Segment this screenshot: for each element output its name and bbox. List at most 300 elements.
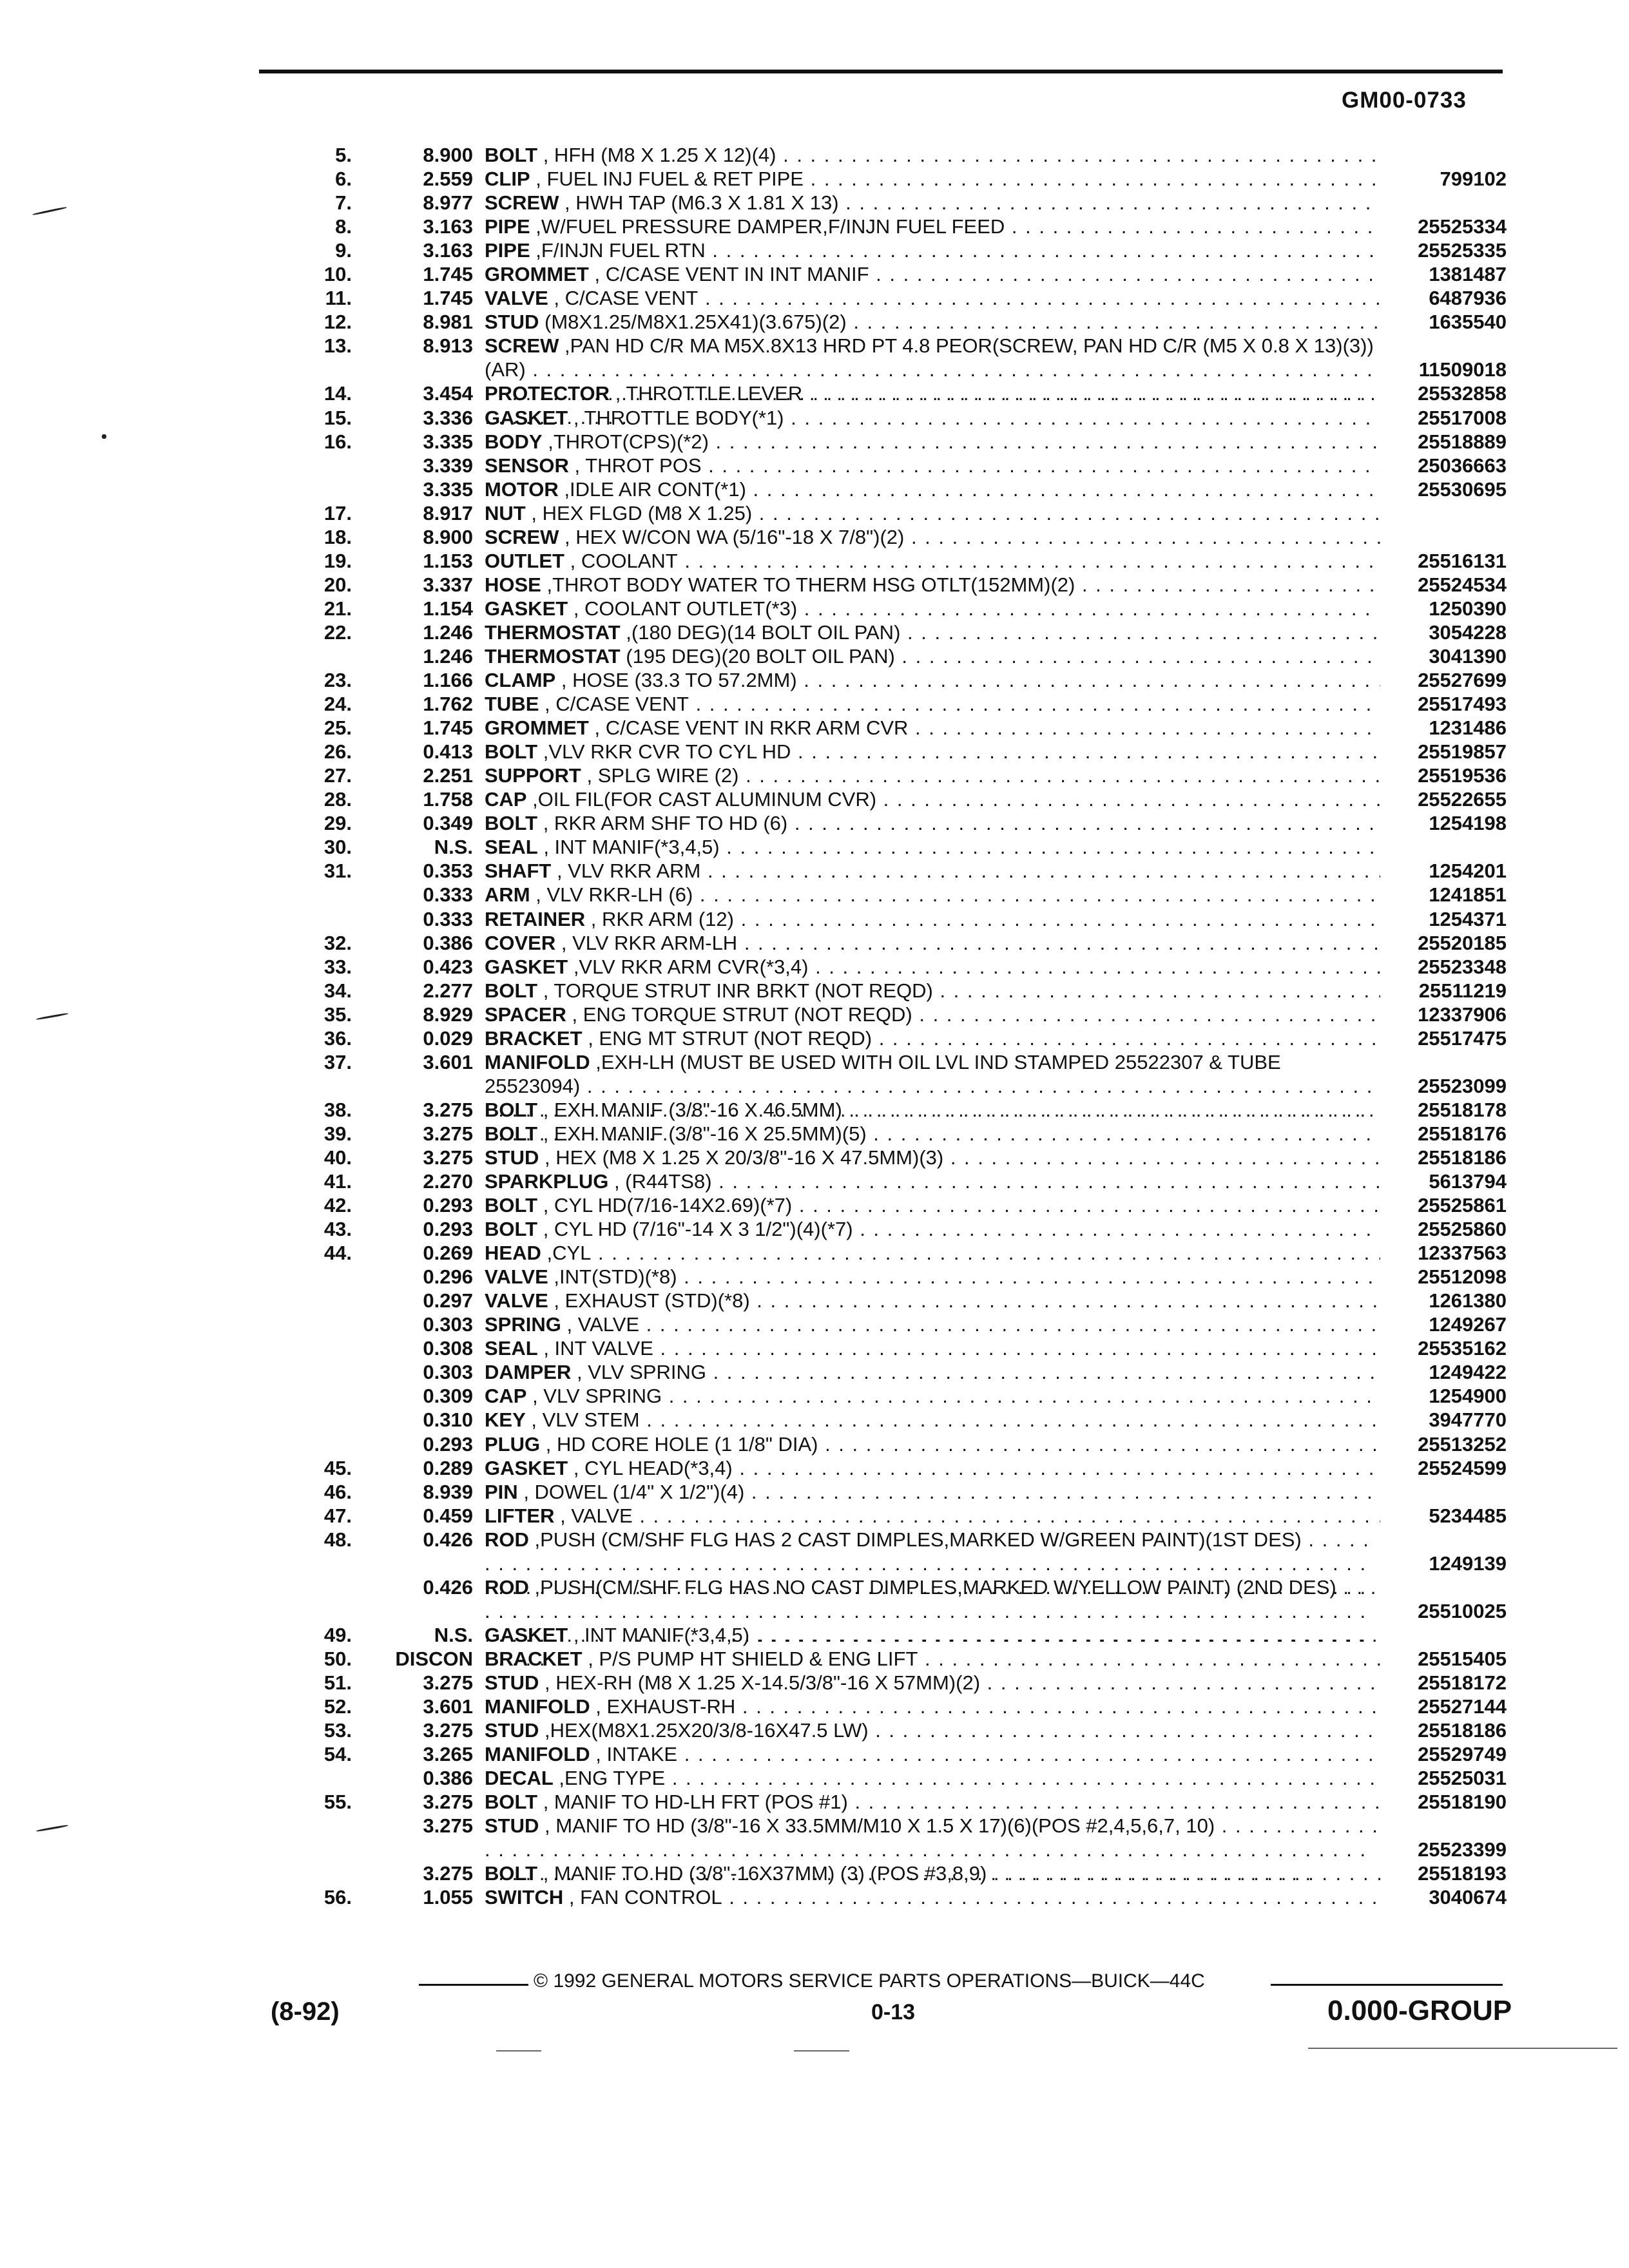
part-description <box>485 1360 1380 1384</box>
part-name: KEY <box>485 1408 526 1432</box>
item-number: 47. <box>323 1504 352 1527</box>
part-name: SEAL <box>485 1337 538 1360</box>
group-number: 0.413 <box>423 740 473 764</box>
part-detail: , HEX W/CON WA (5/16"-18 X 7/8")(2) . . . <box>564 526 1380 548</box>
part-name: BOLT <box>485 1791 538 1814</box>
part-description <box>485 406 1380 430</box>
item-number: 7. <box>335 191 352 215</box>
part-description <box>485 1790 1380 1814</box>
scan-mark <box>1308 2048 1617 2049</box>
part-detail: , THROTTLE LEVER . . . <box>615 382 1380 405</box>
part-name: MANIFOLD <box>485 1743 590 1766</box>
part-number: 25517493 <box>1418 693 1507 716</box>
part-description <box>485 454 1380 477</box>
part-number: 25517008 <box>1418 406 1507 429</box>
item-number: 17. <box>323 501 352 524</box>
part-number: 25529749 <box>1418 1743 1507 1766</box>
part-description <box>485 1312 1380 1336</box>
part-description <box>485 1169 1380 1193</box>
part-detail: , SPLG WIRE (2) . . . <box>586 764 1380 787</box>
part-description <box>485 549 1380 573</box>
group-number: 0.297 <box>423 1289 473 1312</box>
part-number: 25523399 <box>1418 1838 1507 1861</box>
item-number: 54. <box>323 1743 352 1766</box>
group-number: 3.275 <box>423 1791 473 1814</box>
part-number: 25524534 <box>1418 573 1507 596</box>
group-number: 1.246 <box>423 644 473 668</box>
group-number: 3.339 <box>423 454 473 477</box>
part-row <box>309 644 1521 668</box>
part-name: CAP <box>485 1385 527 1408</box>
part-detail: ,VLV RKR CVR TO CYL HD . . . <box>543 740 1380 763</box>
part-number: 25518172 <box>1418 1671 1507 1694</box>
part-number: 25525860 <box>1418 1218 1507 1241</box>
part-name: BRACKET <box>485 1026 583 1050</box>
part-name: OUTLET <box>485 549 564 572</box>
part-description <box>485 1623 1380 1647</box>
part-description <box>485 381 1380 405</box>
group-number: 3.601 <box>423 1050 473 1073</box>
part-description <box>485 1456 1380 1480</box>
group-number: 3.601 <box>423 1695 473 1718</box>
part-row <box>309 454 1521 477</box>
group-number: 0.310 <box>423 1408 473 1432</box>
group-number: N.S. <box>434 1623 473 1646</box>
item-number: 36. <box>323 1026 352 1050</box>
group-number: 3.275 <box>423 1098 473 1121</box>
part-detail: , TORQUE STRUT INR BRKT (NOT REQD) . . . <box>543 979 1380 1002</box>
part-number: 1254198 <box>1429 812 1507 835</box>
group-number: 1.745 <box>423 263 473 286</box>
part-number: 25519857 <box>1418 740 1507 764</box>
part-detail: , FAN CONTROL . . . <box>569 1886 1380 1908</box>
part-number: 25523099 <box>1418 1074 1507 1097</box>
part-description <box>485 1718 1380 1742</box>
group-number: 0.349 <box>423 812 473 835</box>
part-number: 25532858 <box>1418 382 1507 405</box>
part-description <box>485 1384 1380 1408</box>
part-row <box>309 1885 1521 1909</box>
part-row <box>309 1312 1521 1336</box>
group-number: 8.900 <box>423 525 473 548</box>
part-number: 25520185 <box>1418 931 1507 954</box>
part-detail: , HEX-RH (M8 X 1.25 X-14.5/3/8"-16 X 57MM)(2) . . . <box>545 1671 1380 1694</box>
part-row <box>309 692 1521 716</box>
item-number: 49. <box>323 1623 352 1646</box>
part-detail: , VLV STEM . . . <box>531 1408 1380 1431</box>
part-detail: , INTAKE . . . <box>595 1743 1380 1765</box>
part-description <box>485 1265 1380 1289</box>
part-name: SPRING <box>485 1313 561 1336</box>
group-number: 0.303 <box>423 1361 473 1384</box>
part-detail: , INT VALVE . . . <box>543 1337 1380 1360</box>
part-number: 1249139 <box>1429 1552 1507 1575</box>
item-number: 48. <box>323 1528 352 1551</box>
part-detail: ,VLV RKR ARM CVR(*3,4) . . . <box>574 956 1380 978</box>
part-detail: ,W/FUEL PRESSURE DAMPER,F/INJN FUEL FEED . . . <box>535 215 1380 238</box>
group-number: 1.758 <box>423 788 473 811</box>
part-detail: ,PUSH(CM/SHF FLG HAS NO CAST DIMPLES,MARKED W/YELLOW PAINT) (2ND DES) . . . <box>485 1576 1377 1670</box>
item-number: 43. <box>323 1218 352 1241</box>
item-number: 38. <box>323 1098 352 1121</box>
part-description <box>485 238 1380 262</box>
group-number: 3.336 <box>423 406 473 429</box>
part-number: 25518889 <box>1418 430 1507 453</box>
part-description <box>485 1193 1380 1217</box>
part-row <box>309 549 1521 573</box>
part-row <box>309 859 1521 883</box>
item-number: 51. <box>323 1671 352 1694</box>
part-row <box>309 979 1521 1003</box>
part-row <box>309 1528 1521 1575</box>
part-number: 25036663 <box>1418 454 1507 477</box>
item-number: 30. <box>323 836 352 859</box>
part-detail: ,F/INJN FUEL RTN . . . <box>535 239 1380 262</box>
part-row <box>309 1026 1521 1050</box>
part-row <box>309 787 1521 811</box>
part-detail: , HEX FLGD (M8 X 1.25) . . . <box>531 502 1380 524</box>
scan-mark <box>36 1825 68 1832</box>
part-row <box>309 1671 1521 1695</box>
group-number: 8.913 <box>423 334 473 358</box>
part-row <box>309 883 1521 907</box>
part-detail: , HFH (M8 X 1.25 X 12)(4) . . . <box>543 144 1380 166</box>
part-row <box>309 573 1521 597</box>
group-number: 3.275 <box>423 1862 473 1885</box>
part-description <box>485 811 1380 835</box>
part-detail: , C/CASE VENT IN RKR ARM CVR . . . <box>595 716 1381 739</box>
part-name: STUD <box>485 1146 539 1169</box>
part-row <box>309 620 1521 644</box>
group-number: 3.163 <box>423 215 473 238</box>
part-row <box>309 907 1521 931</box>
group-number: 1.055 <box>423 1886 473 1909</box>
part-name: ROD <box>485 1528 529 1551</box>
part-description <box>485 1289 1380 1312</box>
item-number: 5. <box>335 144 352 166</box>
group-number: 0.269 <box>423 1242 473 1265</box>
part-number: 25525334 <box>1418 215 1507 238</box>
part-number: 25525031 <box>1418 1767 1507 1790</box>
item-number: 8. <box>335 215 352 238</box>
item-number: 29. <box>323 812 352 835</box>
group-number: 3.275 <box>423 1814 473 1838</box>
part-row <box>309 525 1521 549</box>
part-name: SEAL <box>485 836 538 859</box>
part-row <box>309 430 1521 454</box>
part-row <box>309 286 1521 310</box>
item-number: 11. <box>325 287 352 310</box>
footer-rule-right <box>1271 1984 1503 1986</box>
part-description <box>485 644 1380 668</box>
part-number: 12337563 <box>1418 1242 1507 1265</box>
part-name: PIPE <box>485 215 530 238</box>
group-number: 0.296 <box>423 1265 473 1289</box>
part-detail: , C/CASE VENT IN INT MANIF . . . <box>595 263 1381 285</box>
part-number: 25522655 <box>1418 788 1507 811</box>
group-number: 3.275 <box>423 1671 473 1694</box>
part-description <box>485 1217 1380 1241</box>
part-description <box>485 1885 1380 1909</box>
part-description <box>485 979 1380 1003</box>
group-number: 8.939 <box>423 1480 473 1503</box>
part-detail: , VLV RKR ARM . . . <box>557 860 1380 882</box>
part-number: 25515405 <box>1418 1647 1507 1670</box>
part-detail: , HWH TAP (M6.3 X 1.81 X 13) . . . <box>564 191 1380 214</box>
item-number: 13. <box>323 334 352 358</box>
part-detail: (195 DEG)(20 BOLT OIL PAN) . . . <box>626 645 1380 668</box>
part-row <box>309 1289 1521 1312</box>
part-description <box>485 835 1380 859</box>
part-detail: ,INT(STD)(*8) . . . <box>554 1265 1380 1288</box>
part-detail: , INT MANIF(*3,4,5) . . . <box>574 1624 1380 1646</box>
part-name: PROTECTOR <box>485 382 610 405</box>
part-detail: , COOLANT . . . <box>570 550 1380 572</box>
group-number: 1.154 <box>423 597 473 620</box>
part-number: 25510025 <box>1418 1599 1507 1622</box>
part-number: 3054228 <box>1429 620 1507 644</box>
part-name: SPACER <box>485 1003 566 1026</box>
part-name: SCREW <box>485 191 559 215</box>
part-detail: , FUEL INJ FUEL & RET PIPE . . . <box>535 168 1380 190</box>
group-number: 0.426 <box>423 1575 473 1599</box>
part-detail: , MANIF TO HD (3/8"-16 X 33.5MM/M10 X 1.5 X 17)(6)(POS #2,4,5,6,7, 10) . . . <box>485 1814 1379 1885</box>
item-number: 34. <box>323 979 352 1002</box>
group-number: 0.386 <box>423 1767 473 1790</box>
part-name: BOLT <box>485 1122 538 1145</box>
part-name: TUBE <box>485 693 539 716</box>
part-name: GROMMET <box>485 716 589 740</box>
item-number: 55. <box>323 1791 352 1814</box>
part-row <box>309 1861 1521 1885</box>
part-number: 1231486 <box>1429 716 1507 740</box>
part-row <box>309 1050 1521 1098</box>
scan-mark <box>102 434 106 439</box>
part-description <box>485 1504 1380 1528</box>
part-row <box>309 1575 1521 1623</box>
part-row <box>309 1408 1521 1432</box>
part-number: 25519536 <box>1418 764 1507 787</box>
group-number: 0.423 <box>423 955 473 978</box>
group-number: 2.251 <box>423 764 473 787</box>
group-number: 0.293 <box>423 1194 473 1217</box>
part-description <box>485 525 1380 549</box>
part-description <box>485 1026 1380 1050</box>
group-number: 3.337 <box>423 573 473 596</box>
part-name: MANIFOLD <box>485 1050 590 1073</box>
part-name: DECAL <box>485 1767 554 1790</box>
part-number: 25516131 <box>1418 549 1507 572</box>
part-name: VALVE <box>485 1265 548 1289</box>
group-number: 8.900 <box>423 144 473 166</box>
part-name: STUD <box>485 311 539 334</box>
part-detail: , VLV SPRING . . . <box>577 1361 1380 1383</box>
part-row <box>309 1169 1521 1193</box>
part-number: 1261380 <box>1429 1289 1507 1312</box>
part-detail: , VLV RKR ARM-LH . . . <box>561 932 1380 954</box>
part-detail: ,PUSH (CM/SHF FLG HAS 2 CAST DIMPLES,MARKED W/GREEN PAINT)(1ST DES) . . . <box>485 1528 1370 1622</box>
group-number: 8.917 <box>423 501 473 524</box>
part-row <box>309 1003 1521 1026</box>
scan-mark <box>36 1013 68 1021</box>
group-number: 1.246 <box>423 620 473 644</box>
item-number: 18. <box>323 525 352 548</box>
item-number: 41. <box>323 1170 352 1193</box>
group-number: 1.762 <box>423 693 473 716</box>
group-number: 3.454 <box>423 382 473 405</box>
part-name: SWITCH <box>485 1886 564 1909</box>
part-number: 12337906 <box>1418 1003 1507 1026</box>
item-number: 20. <box>323 573 352 596</box>
part-number: 1254201 <box>1429 860 1507 883</box>
part-detail: ,IDLE AIR CONT(*1) . . . <box>564 478 1380 501</box>
part-name: GASKET <box>485 406 568 429</box>
group-number: 0.309 <box>423 1385 473 1408</box>
part-row <box>309 835 1521 859</box>
part-description <box>485 1480 1380 1504</box>
part-description <box>485 1742 1380 1766</box>
part-row <box>309 238 1521 262</box>
part-description <box>485 1647 1380 1671</box>
part-name: SHAFT <box>485 860 552 883</box>
group-number: 0.293 <box>423 1432 473 1456</box>
item-number: 32. <box>323 931 352 954</box>
part-description <box>485 477 1380 501</box>
footer-group-label: 0.000-GROUP <box>1327 1995 1512 2026</box>
part-row <box>309 1384 1521 1408</box>
part-name: GASKET <box>485 955 568 978</box>
part-row <box>309 1360 1521 1384</box>
item-number: 53. <box>323 1719 352 1742</box>
part-name: ROD <box>485 1575 529 1599</box>
part-detail: , C/CASE VENT . . . <box>554 287 1380 309</box>
part-name: VALVE <box>485 287 548 310</box>
part-detail: , THROTTLE BODY(*1) . . . <box>574 407 1380 429</box>
part-detail: , VLV SPRING . . . <box>532 1385 1380 1407</box>
item-number: 28. <box>323 788 352 811</box>
part-number: 25518178 <box>1418 1098 1507 1121</box>
part-name: MOTOR <box>485 477 559 501</box>
part-name: COVER <box>485 931 556 954</box>
part-row <box>309 215 1521 238</box>
part-description <box>485 1432 1380 1456</box>
part-name: SCREW <box>485 334 559 358</box>
part-description <box>485 1336 1380 1360</box>
part-row <box>309 668 1521 692</box>
item-number: 15. <box>323 406 352 429</box>
part-detail: , ENG MT STRUT (NOT REQD) . . . <box>588 1027 1380 1050</box>
item-number: 21. <box>323 597 352 620</box>
part-number: 25535162 <box>1418 1337 1507 1360</box>
part-row <box>309 1790 1521 1814</box>
part-detail: ,CYL . . . <box>546 1242 1380 1264</box>
group-number: 0.333 <box>423 907 473 930</box>
part-description <box>485 620 1380 644</box>
group-number: 0.353 <box>423 860 473 883</box>
part-name: VALVE <box>485 1289 548 1312</box>
part-description <box>485 1003 1380 1026</box>
part-detail: , P/S PUMP HT SHIELD & ENG LIFT . . . <box>588 1648 1380 1670</box>
part-number: 25511219 <box>1418 979 1507 1002</box>
scan-mark <box>794 2050 849 2052</box>
part-description <box>485 573 1380 597</box>
part-number: 25525335 <box>1418 239 1507 262</box>
part-row <box>309 1193 1521 1217</box>
item-number: 52. <box>323 1695 352 1718</box>
part-description <box>485 1146 1380 1169</box>
part-number: 25518193 <box>1418 1862 1507 1885</box>
item-number: 25. <box>323 716 352 740</box>
part-name: THERMOSTAT <box>485 620 621 644</box>
part-detail: , HD CORE HOLE (1 1/8" DIA) . . . <box>546 1433 1380 1456</box>
part-row <box>309 1742 1521 1766</box>
part-detail: , CYL HD (7/16"-14 X 3 1/2")(4)(*7) . . . <box>543 1218 1380 1240</box>
part-description <box>485 668 1380 692</box>
part-detail: ,PAN HD C/R MA M5X.8X13 HRD PT 4.8 PEOR(SCREW, PAN HD C/R (M5 X 0.8 X 13)(3))(AR) . . . <box>485 334 1374 428</box>
part-name: DAMPER <box>485 1361 572 1384</box>
part-row <box>309 811 1521 835</box>
group-number: 3.163 <box>423 239 473 262</box>
part-number: 25518186 <box>1418 1719 1507 1742</box>
group-number: 8.981 <box>423 311 473 334</box>
part-description <box>485 764 1380 787</box>
part-detail: , EXH MANIF (3/8"-16 X 46.5MM) . . . <box>543 1099 1380 1121</box>
part-row <box>309 381 1521 405</box>
part-number: 3947770 <box>1429 1408 1507 1432</box>
part-detail: , C/CASE VENT . . . <box>545 693 1380 715</box>
part-detail: ,OIL FIL(FOR CAST ALUMINUM CVR) . . . <box>532 788 1380 811</box>
part-detail: , HEX (M8 X 1.25 X 20/3/8"-16 X 47.5MM)(3) . . . <box>545 1146 1380 1169</box>
part-detail: , EXHAUST (STD)(*8) . . . <box>554 1289 1380 1312</box>
part-description <box>485 310 1380 334</box>
part-name: HEAD <box>485 1242 541 1265</box>
group-number: 3.335 <box>423 477 473 501</box>
item-number: 24. <box>323 693 352 716</box>
part-row <box>309 501 1521 525</box>
group-number: 8.929 <box>423 1003 473 1026</box>
part-name: SPARKPLUG <box>485 1170 609 1193</box>
group-number: 0.289 <box>423 1456 473 1479</box>
part-description <box>485 1408 1380 1432</box>
part-number: 6487936 <box>1429 287 1507 310</box>
part-name: BOLT <box>485 144 538 166</box>
part-number: 25513252 <box>1418 1432 1507 1456</box>
part-number: 1254371 <box>1429 907 1507 930</box>
part-name: STUD <box>485 1719 539 1742</box>
part-detail: , EXH MANIF (3/8"-16 X 25.5MM)(5) . . . <box>543 1122 1380 1145</box>
group-number: 0.386 <box>423 931 473 954</box>
part-description <box>485 883 1380 907</box>
part-number: 1254900 <box>1429 1385 1507 1408</box>
part-description <box>485 1671 1380 1695</box>
item-number: 14. <box>323 382 352 405</box>
part-description <box>485 787 1380 811</box>
group-number: 1.166 <box>423 669 473 692</box>
part-row <box>309 1814 1521 1861</box>
footer-date: (8-92) <box>271 1997 340 2026</box>
part-detail: (M8X1.25/M8X1.25X41)(3.675)(2) . . . <box>545 311 1380 333</box>
part-description <box>485 931 1380 955</box>
part-description <box>485 167 1380 191</box>
part-number: 1250390 <box>1429 597 1507 620</box>
item-number: 19. <box>323 549 352 572</box>
part-description <box>485 1695 1380 1718</box>
part-row <box>309 1098 1521 1122</box>
group-number: 3.265 <box>423 1743 473 1766</box>
part-number: 799102 <box>1440 168 1507 191</box>
part-row <box>309 1146 1521 1169</box>
part-description <box>485 1861 1380 1885</box>
